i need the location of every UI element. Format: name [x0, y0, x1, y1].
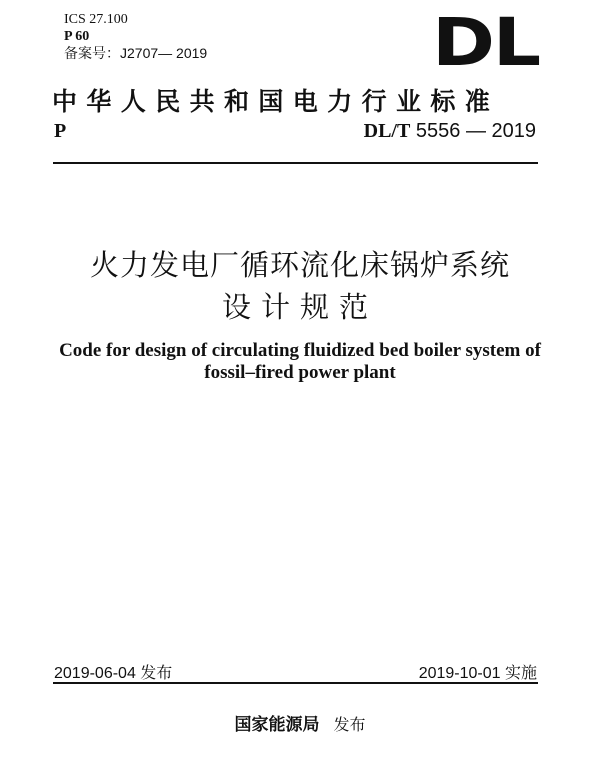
issue-date: 2019-06-04 发布: [54, 665, 173, 682]
standard-prefix: DL/T: [363, 120, 411, 142]
title-zh-line1: 火力发电厂循环流化床锅炉系统: [89, 248, 510, 282]
standard-code: 5556 — 2019: [415, 120, 536, 142]
record-number-line: [64, 45, 207, 62]
industry-standard-title: 中华人民共和国电力行业标准: [52, 87, 500, 116]
issuer-action: 发布: [333, 717, 366, 734]
classification-letter: P: [54, 120, 67, 142]
record-label: 备案号：: [64, 45, 120, 61]
ccs-code: P 60: [64, 29, 90, 44]
title-en-line2: fossil–fired power plant: [204, 362, 396, 383]
implement-date: 2019-10-01 实施: [418, 665, 537, 682]
issuer: 国家能源局: [234, 715, 320, 734]
classification-block: [64, 11, 207, 62]
issuer-line: [0, 710, 600, 735]
dl-logo: DL: [432, 4, 539, 81]
standard-number: [364, 120, 536, 143]
record-number: J2707— 2019: [120, 45, 208, 61]
top-divider: [53, 162, 538, 164]
title-zh-line2: 设计规范: [221, 290, 378, 324]
title-en: [0, 340, 600, 384]
title-en-line1: Code for design of circulating fluidized bed boiler system of: [59, 340, 541, 361]
ics-code: ICS 27.100: [64, 12, 128, 27]
bottom-divider: [53, 682, 538, 684]
